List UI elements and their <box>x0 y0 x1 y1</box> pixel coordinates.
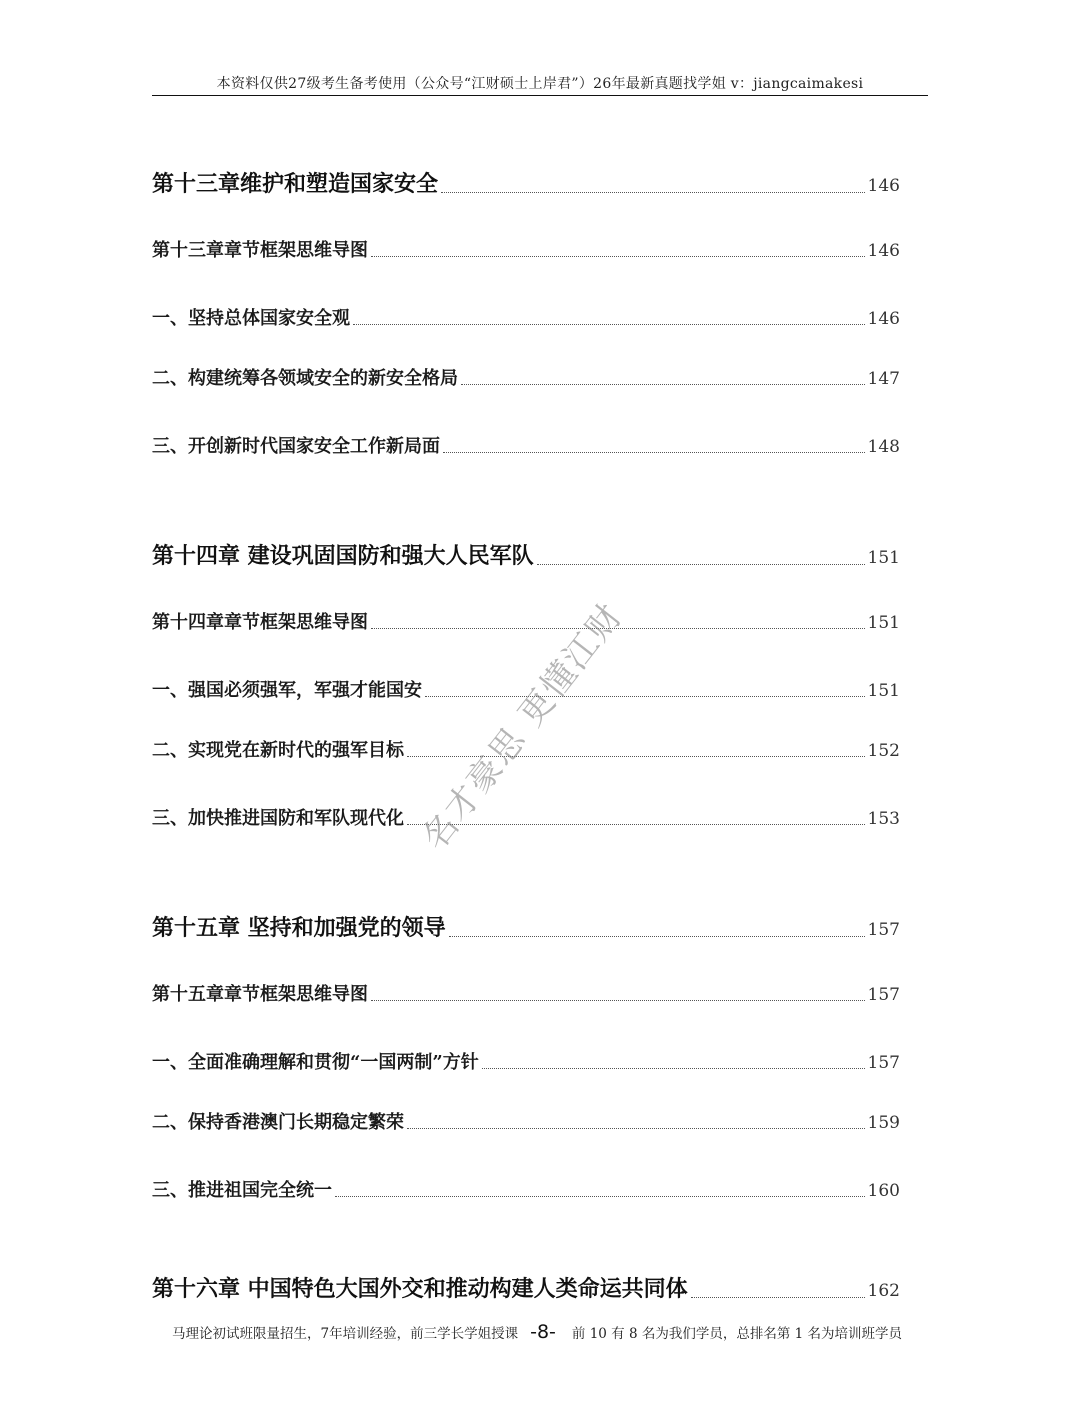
toc-section-entry[interactable] <box>152 1108 900 1134</box>
toc-entry-page-number: 148 <box>867 437 900 457</box>
toc-section-entry[interactable] <box>152 980 900 1006</box>
toc-entry-page-number: 147 <box>867 369 900 389</box>
toc-entry-label: 三、推进祖国完全统一 <box>152 1180 332 1201</box>
footer-left-text: 马理论初试班限量招生，7年培训经验，前三学长学姐授课 <box>172 1326 519 1342</box>
toc-chapter-entry[interactable] <box>152 911 900 942</box>
toc-entry-page-number: 151 <box>867 681 900 701</box>
toc-entry-page-number: 157 <box>867 920 900 940</box>
footer-right-text: 前 10 有 8 名为我们学员，总排名第 1 名为培训班学员 <box>571 1326 903 1342</box>
dot-leader <box>353 324 865 325</box>
toc-entry-label: 二、保持香港澳门长期稳定繁荣 <box>152 1112 404 1133</box>
dot-leader <box>407 824 865 825</box>
watermark: 名才豪思 更懂江财 <box>414 595 632 858</box>
toc-entry-label: 二、实现党在新时代的强军目标 <box>152 740 404 761</box>
toc-entry-label: 第十六章 中国特色大国外交和推动构建人类命运共同体 <box>152 1276 688 1302</box>
toc-entry-label: 第十五章 坚持和加强党的领导 <box>152 915 446 941</box>
toc-entry-page-number: 153 <box>867 809 900 829</box>
toc-section-entry[interactable] <box>152 304 900 330</box>
toc-entry-label: 第十三章章节框架思维导图 <box>152 240 368 261</box>
dot-leader <box>425 696 865 697</box>
toc-entry-label: 一、坚持总体国家安全观 <box>152 308 350 329</box>
toc-entry-page-number: 151 <box>867 548 900 568</box>
dot-leader <box>443 452 865 453</box>
toc-entry-page-number: 159 <box>867 1113 900 1133</box>
toc-entry-page-number: 146 <box>867 241 900 261</box>
toc-section-entry[interactable] <box>152 236 900 262</box>
dot-leader <box>371 1000 865 1001</box>
dot-leader <box>691 1297 865 1298</box>
header-rule <box>152 95 928 96</box>
toc-entry-page-number: 151 <box>867 613 900 633</box>
dot-leader <box>449 936 865 937</box>
toc-entry-page-number: 157 <box>867 1053 900 1073</box>
dot-leader <box>407 1128 865 1129</box>
toc-entry-page-number: 146 <box>867 176 900 196</box>
page-number: -8- <box>530 1321 556 1343</box>
toc-section-entry[interactable] <box>152 804 900 830</box>
toc-entry-page-number: 146 <box>867 309 900 329</box>
toc-entry-page-number: 160 <box>867 1181 900 1201</box>
running-header: 本资料仅供27级考生备考使用（公众号“江财硕士上岸君”）26年最新真题找学姐 v：jiangcaimakesi <box>216 76 864 92</box>
running-footer <box>152 1321 928 1343</box>
toc-section-entry[interactable] <box>152 608 900 634</box>
toc-entry-label: 第十四章章节框架思维导图 <box>152 612 368 633</box>
toc-entry-label: 第十四章 建设巩固国防和强大人民军队 <box>152 543 534 569</box>
toc-section-entry[interactable] <box>152 364 900 390</box>
toc-entry-label: 三、加快推进国防和军队现代化 <box>152 808 404 829</box>
dot-leader <box>482 1068 865 1069</box>
dot-leader <box>371 256 865 257</box>
toc-entry-page-number: 162 <box>867 1281 900 1301</box>
toc-chapter-entry[interactable] <box>152 167 900 198</box>
toc-chapter-entry[interactable] <box>152 1272 900 1303</box>
toc-entry-label: 一、强国必须强军，军强才能国安 <box>152 680 422 701</box>
toc-section-entry[interactable] <box>152 432 900 458</box>
dot-leader <box>537 564 865 565</box>
toc-entry-page-number: 157 <box>867 985 900 1005</box>
toc-section-entry[interactable] <box>152 1176 900 1202</box>
toc-entry-page-number: 152 <box>867 741 900 761</box>
toc-entry-label: 第十五章章节框架思维导图 <box>152 984 368 1005</box>
toc-chapter-entry[interactable] <box>152 539 900 570</box>
dot-leader <box>461 384 865 385</box>
dot-leader <box>441 192 865 193</box>
toc-entry-label: 三、开创新时代国家安全工作新局面 <box>152 436 440 457</box>
toc-entry-label: 二、构建统筹各领域安全的新安全格局 <box>152 368 458 389</box>
dot-leader <box>335 1196 865 1197</box>
toc-section-entry[interactable] <box>152 1048 900 1074</box>
toc-entry-label: 第十三章维护和塑造国家安全 <box>152 171 439 197</box>
toc-entry-label: 一、全面准确理解和贯彻“一国两制”方针 <box>152 1052 479 1073</box>
